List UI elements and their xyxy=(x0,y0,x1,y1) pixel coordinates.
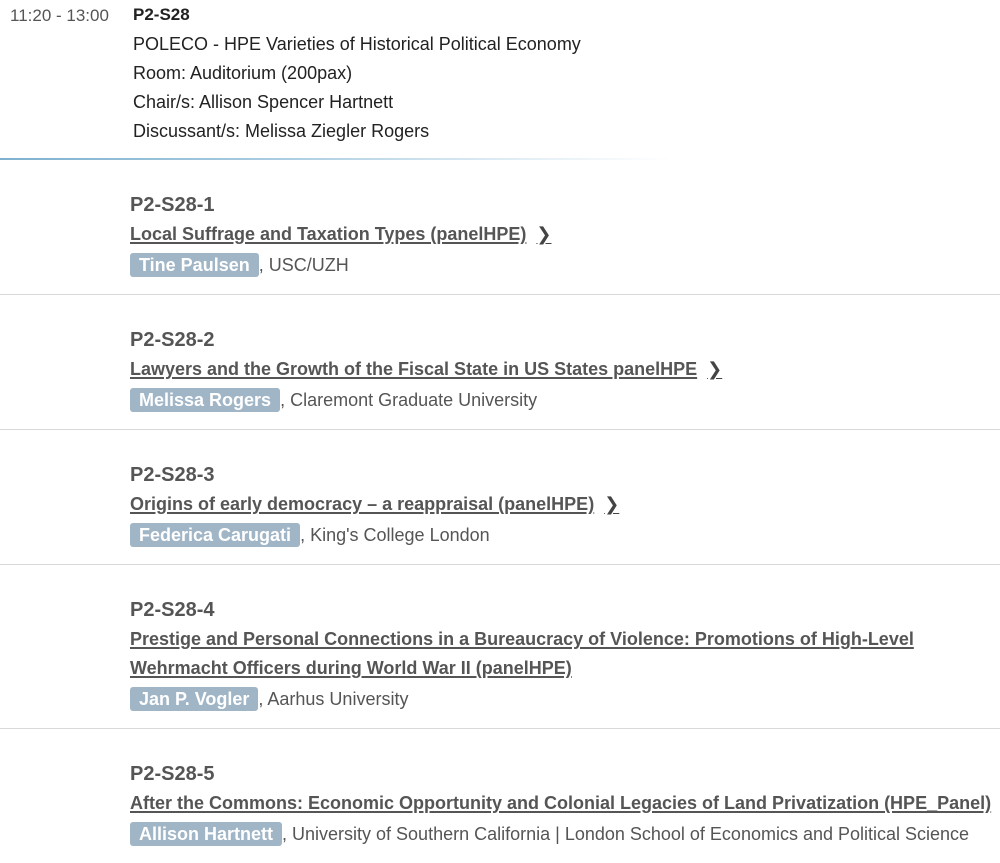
paper-code: P2-S28-5 xyxy=(130,763,215,785)
paper-item xyxy=(0,160,1000,295)
paper-title-link[interactable]: Lawyers and the Growth of the Fiscal State in US States panelHPE xyxy=(130,359,698,379)
chevron-right-icon[interactable]: ❯ xyxy=(604,494,620,514)
paper-title xyxy=(130,355,996,384)
author-line xyxy=(130,388,1000,412)
paper-item xyxy=(0,430,1000,565)
author-affiliation: , Claremont Graduate University xyxy=(280,390,538,410)
author-badge[interactable]: Tine Paulsen xyxy=(130,253,259,277)
author-affiliation: , USC/UZH xyxy=(258,255,349,275)
paper-title-link[interactable]: Prestige and Personal Connections in a Bureaucracy of Violence: Promotions of High-Level Wehrmacht Officers during World War II (panelHPE) xyxy=(130,629,914,678)
paper-code: P2-S28-4 xyxy=(130,599,215,621)
paper-code: P2-S28-3 xyxy=(130,464,215,486)
author-line xyxy=(130,523,1000,547)
paper-title-link[interactable]: Local Suffrage and Taxation Types (panelHPE) xyxy=(130,224,527,244)
session-header xyxy=(0,0,1000,160)
paper-title xyxy=(130,490,996,519)
paper-title xyxy=(130,789,996,818)
author-line xyxy=(130,253,1000,277)
author-line xyxy=(130,822,1000,846)
author-badge[interactable]: Jan P. Vogler xyxy=(130,687,258,711)
session-code: P2-S28 xyxy=(133,5,190,24)
paper-title-link[interactable]: Origins of early democracy – a reappraisal (panelHPE) xyxy=(130,494,595,514)
author-badge[interactable]: Melissa Rogers xyxy=(130,388,280,412)
author-affiliation: , University of Southern California | London School of Economics and Political Science xyxy=(282,824,970,844)
paper-item xyxy=(0,295,1000,430)
author-affiliation: , Aarhus University xyxy=(258,689,409,709)
session-chair: Chair/s: Allison Spencer Hartnett xyxy=(133,92,394,112)
session-time: 11:20 - 13:00 xyxy=(10,6,109,25)
session-room: Room: Auditorium (200pax) xyxy=(133,63,353,83)
session-discussant: Discussant/s: Melissa Ziegler Rogers xyxy=(133,121,430,141)
paper-title-link[interactable]: After the Commons: Economic Opportunity and Colonial Legacies of Land Privatization (HPE_Panel) xyxy=(130,793,992,813)
chevron-right-icon[interactable]: ❯ xyxy=(536,224,552,244)
session-title: POLECO - HPE Varieties of Historical Political Economy xyxy=(133,34,581,54)
paper-code: P2-S28-1 xyxy=(130,194,215,216)
paper-list xyxy=(0,160,1000,863)
chevron-right-icon[interactable]: ❯ xyxy=(707,359,723,379)
paper-code: P2-S28-2 xyxy=(130,329,215,351)
paper-title xyxy=(130,220,996,249)
author-badge[interactable]: Federica Carugati xyxy=(130,523,300,547)
session-info xyxy=(133,6,581,146)
paper-item xyxy=(0,729,1000,863)
author-line xyxy=(130,687,1000,711)
author-badge[interactable]: Allison Hartnett xyxy=(130,822,282,846)
author-affiliation: , King's College London xyxy=(300,525,490,545)
paper-title xyxy=(130,625,930,683)
paper-item xyxy=(0,565,1000,729)
